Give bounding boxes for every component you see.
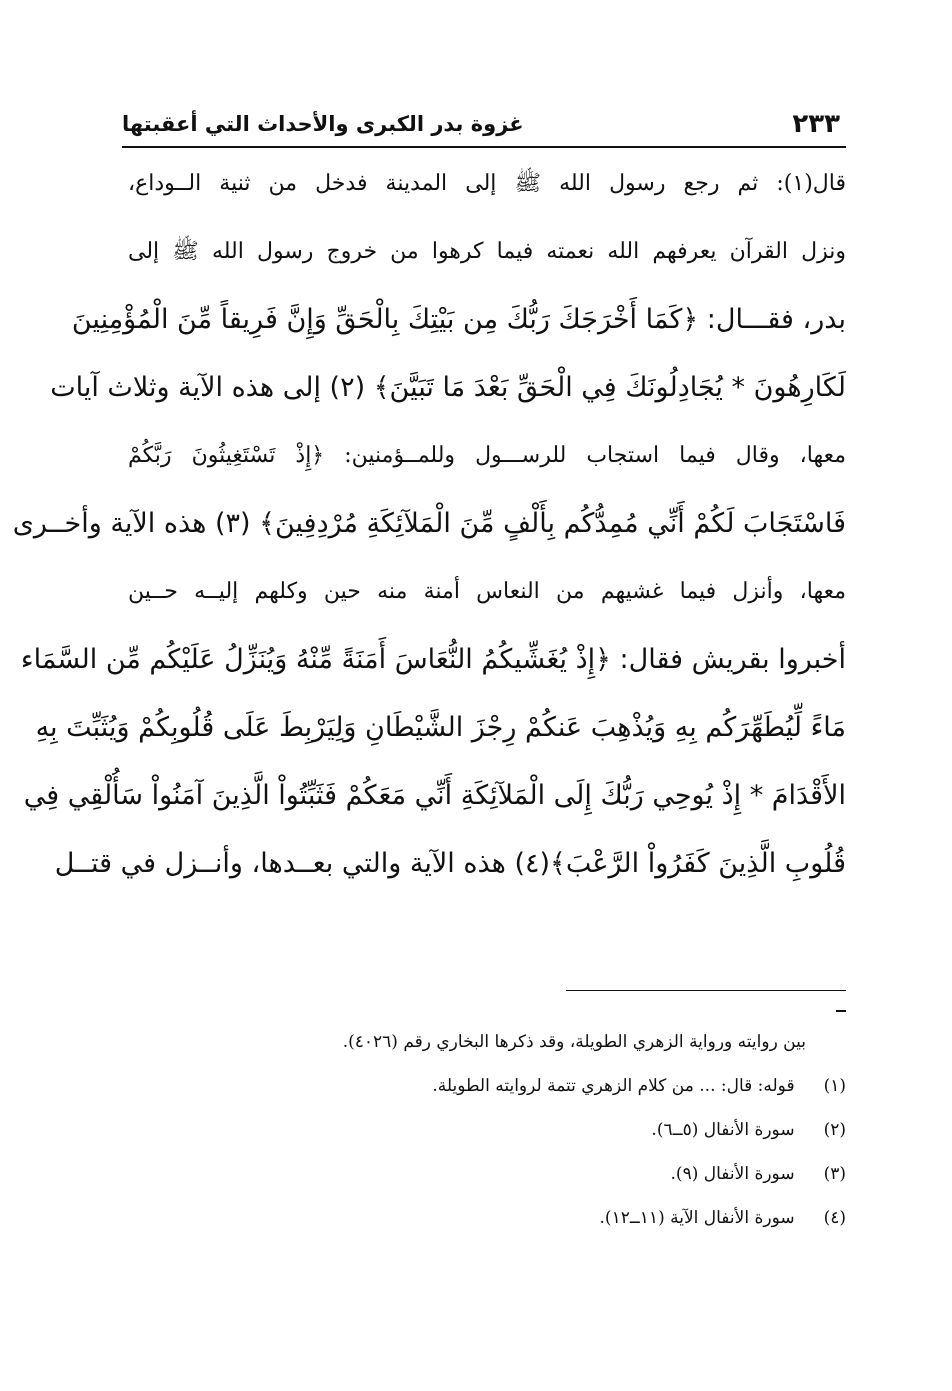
footnote-separator [566, 990, 846, 991]
footnote-mark [836, 1010, 846, 1012]
running-title: غزوة بدر الكبرى والأحداث التي أعقبتها [122, 112, 524, 136]
body-text [12, 150, 846, 898]
footnote-text: سورة الأنفال (٥ــ٦). [651, 1120, 795, 1140]
footnote-text: سورة الأنفال (٩). [670, 1164, 795, 1184]
footnote-number: (٢) [823, 1120, 846, 1140]
body-line: قُلُوبِ الَّذِينَ كَفَرُواْ الرَّعْبَ﴾(٤) هذه الآية والتي بعــدها، وأنــزل في قتــل [54, 848, 846, 879]
footnote-number: (٤) [823, 1208, 846, 1228]
body-line: الأَقْدَامَ * إِذْ يُوحِي رَبُّكَ إِلَى الْمَلآئِكَةِ أَنِّي مَعَكُمْ فَثَبِّتُواْ الَّذِينَ آمَنُواْ سَأُلْقِي فِي [23, 780, 846, 811]
body-line: بدر، فقـــال: ﴿كَمَا أَخْرَجَكَ رَبُّكَ مِن بَيْتِكَ بِالْحَقِّ وَإِنَّ فَرِيقاً مِّنَ الْمُؤْمِنِينَ [71, 304, 846, 335]
header-rule [122, 146, 846, 148]
body-line: لَكَارِهُونَ * يُجَادِلُونَكَ فِي الْحَقِّ بَعْدَ مَا تَبَيَّنَ﴾ (٢) إلى هذه الآية وثلاث آيات [50, 372, 846, 403]
footnote-4 [126, 1196, 846, 1240]
footnote-number: (٣) [823, 1164, 846, 1184]
footnote-number: (١) [823, 1076, 846, 1096]
footnote-2 [126, 1108, 846, 1152]
body-line: قال(١): ثم رجع رسول الله ﷺ إلى المدينة فدخل من ثنية الــوداع، [128, 171, 846, 196]
body-line: معها، وأنزل فيما غشيهم من النعاس أمنة منه حين وكلهم إليــه حــين [128, 579, 846, 604]
body-line: أخبروا بقريش فقال: ﴿إِذْ يُغَشِّيكُمُ النُّعَاسَ أَمَنَةً مِّنْهُ وَيُنَزِّلُ عَلَيْكُم مِّن السَّمَاء [20, 644, 846, 675]
footnote-text: سورة الأنفال الآية (١١ــ١٢). [599, 1208, 795, 1228]
body-line: معها، وقال فيما استجاب للرســـول وللمــؤمنين: ﴿إِذْ تَسْتَغِيثُونَ رَبَّكُمْ [128, 443, 846, 468]
body-line: فَاسْتَجَابَ لَكُمْ أَنِّي مُمِدُّكُم بِأَلْفٍ مِّنَ الْمَلآئِكَةِ مُرْدِفِينَ﴾ (٣) هذه الآية وأخــرى [12, 508, 846, 539]
footnote-text: قوله: قال: ... من كلام الزهري تتمة لروايته الطويلة. [432, 1076, 795, 1096]
page-header [122, 104, 840, 144]
footnote-continuation: بين روايته ورواية الزهري الطويلة، وقد ذكرها البخاري رقم (٤٠٢٦). [342, 1032, 806, 1052]
footnotes [126, 1020, 846, 1240]
page-number: ٢٣٣ [792, 109, 840, 139]
body-line: ونزل القرآن يعرفهم الله نعمته فيما كرهوا من خروج رسول الله ﷺ إلى [128, 239, 846, 264]
footnote-1 [126, 1064, 846, 1108]
footnote-3 [126, 1152, 846, 1196]
body-line: مَاءً لِّيُطَهِّرَكُم بِهِ وَيُذْهِبَ عَنكُمْ رِجْزَ الشَّيْطَانِ وَلِيَرْبِطَ عَلَى قُلُوبِكُمْ وَيُثَبِّتَ بِهِ [35, 712, 846, 743]
